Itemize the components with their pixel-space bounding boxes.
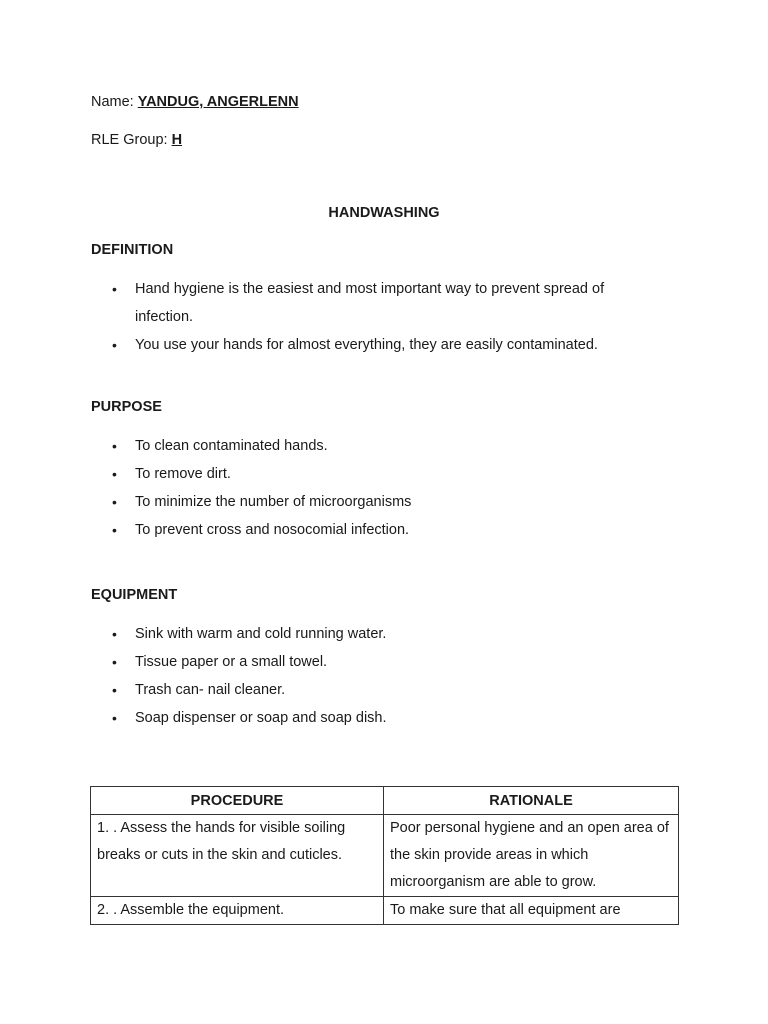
rle-group-value: H [171,132,183,148]
procedure-table [90,786,679,925]
list-item: • To remove dirt. [110,460,670,488]
definition-list [110,275,670,359]
list-item: • Soap dispenser or soap and soap dish. [110,704,670,732]
list-item: • To prevent cross and nosocomial infection. [110,516,670,544]
purpose-list [110,432,670,544]
table-row [91,897,679,925]
list-item: • You use your hands for almost everything, they are easily contaminated. [110,331,670,359]
definition-heading: DEFINITION [91,242,174,258]
procedure-cell: 2. . Assemble the equipment. [91,897,384,925]
name-label: Name: [91,94,138,110]
equipment-list [110,620,670,732]
name-line [91,93,299,111]
rationale-column-header: RATIONALE [384,787,679,815]
name-value: YANDUG, ANGERLENN [137,94,299,110]
list-item: • To minimize the number of microorganisms [110,488,670,516]
table-header-row [91,787,679,815]
rle-group-line [91,131,182,149]
purpose-heading: PURPOSE [91,399,162,415]
list-item: • Tissue paper or a small towel. [110,648,670,676]
rle-group-label: RLE Group: [91,132,172,148]
equipment-heading: EQUIPMENT [91,587,178,603]
document-title: HANDWASHING [328,205,440,221]
list-item: • To clean contaminated hands. [110,432,670,460]
table-row [91,815,679,897]
list-item: • Trash can- nail cleaner. [110,676,670,704]
list-item: • Sink with warm and cold running water. [110,620,670,648]
list-item: • Hand hygiene is the easiest and most important way to prevent spread of infection. [110,275,635,331]
rationale-cell: To make sure that all equipment are [384,897,679,925]
procedure-column-header: PROCEDURE [91,787,384,815]
rationale-cell: Poor personal hygiene and an open area of the skin provide areas in which microorganism are able to grow. [384,815,679,897]
procedure-cell: 1. . Assess the hands for visible soiling breaks or cuts in the skin and cuticles. [91,815,384,897]
